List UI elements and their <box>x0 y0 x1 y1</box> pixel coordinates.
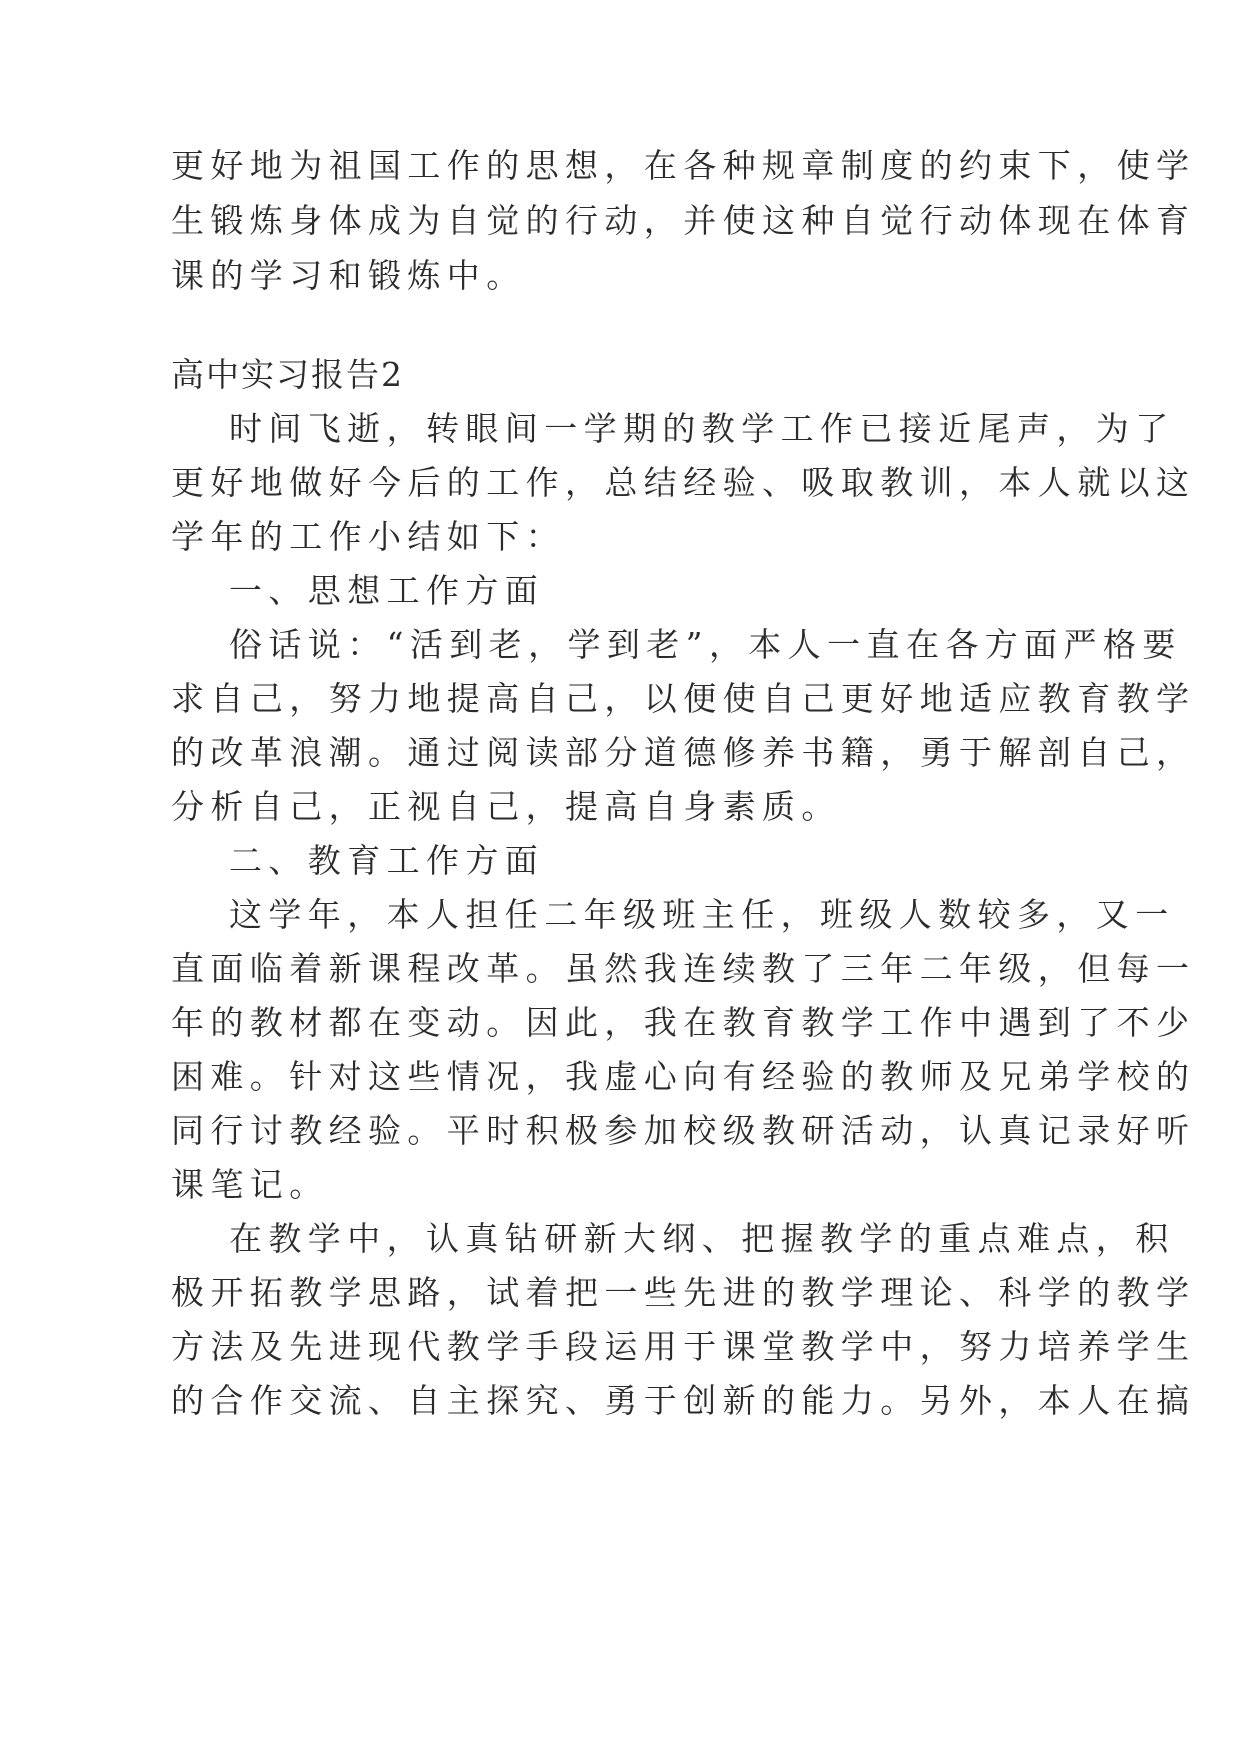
body-line-11: 直面临着新课程改革。虽然我连续教了三年二年级，但每一 <box>171 949 1196 988</box>
body-line-15: 课笔记。 <box>171 1165 329 1204</box>
body-line-19: 的合作交流、自主探究、勇于创新的能力。另外，本人在搞 <box>171 1381 1196 1420</box>
body-line-1: 时间飞逝，转眼间一学期的教学工作已接近尾声，为了 <box>229 409 1175 448</box>
intro-line-3: 课的学习和锻炼中。 <box>171 256 526 295</box>
body-line-3: 学年的工作小结如下： <box>171 517 565 556</box>
section-title: 高中实习报告2 <box>171 355 404 394</box>
subheading-thought-work: 一、思想工作方面 <box>229 571 545 610</box>
body-line-7: 的改革浪潮。通过阅读部分道德修养书籍，勇于解剖自己， <box>171 733 1196 772</box>
intro-line-1: 更好地为祖国工作的思想，在各种规章制度的约束下，使学 <box>171 146 1196 185</box>
body-line-5: 俗话说：“活到老，学到老”，本人一直在各方面严格要 <box>229 625 1182 664</box>
body-line-2: 更好地做好今后的工作，总结经验、吸取教训，本人就以这 <box>171 463 1196 502</box>
body-line-6: 求自己，努力地提高自己，以便使自己更好地适应教育教学 <box>171 679 1196 718</box>
subheading-education-work: 二、教育工作方面 <box>229 841 545 880</box>
body-line-10: 这学年，本人担任二年级班主任，班级人数较多，又一 <box>229 895 1175 934</box>
body-line-8: 分析自己，正视自己，提高自身素质。 <box>171 787 841 826</box>
intro-line-2: 生锻炼身体成为自觉的行动，并使这种自觉行动体现在体育 <box>171 201 1196 240</box>
body-line-16: 在教学中，认真钻研新大纲、把握教学的重点难点，积 <box>229 1219 1175 1258</box>
body-line-18: 方法及先进现代教学手段运用于课堂教学中，努力培养学生 <box>171 1327 1196 1366</box>
body-line-12: 年的教材都在变动。因此，我在教育教学工作中遇到了不少 <box>171 1003 1196 1042</box>
body-line-17: 极开拓教学思路，试着把一些先进的教学理论、科学的教学 <box>171 1273 1196 1312</box>
body-line-14: 同行讨教经验。平时积极参加校级教研活动，认真记录好听 <box>171 1111 1196 1150</box>
body-line-13: 困难。针对这些情况，我虚心向有经验的教师及兄弟学校的 <box>171 1057 1196 1096</box>
